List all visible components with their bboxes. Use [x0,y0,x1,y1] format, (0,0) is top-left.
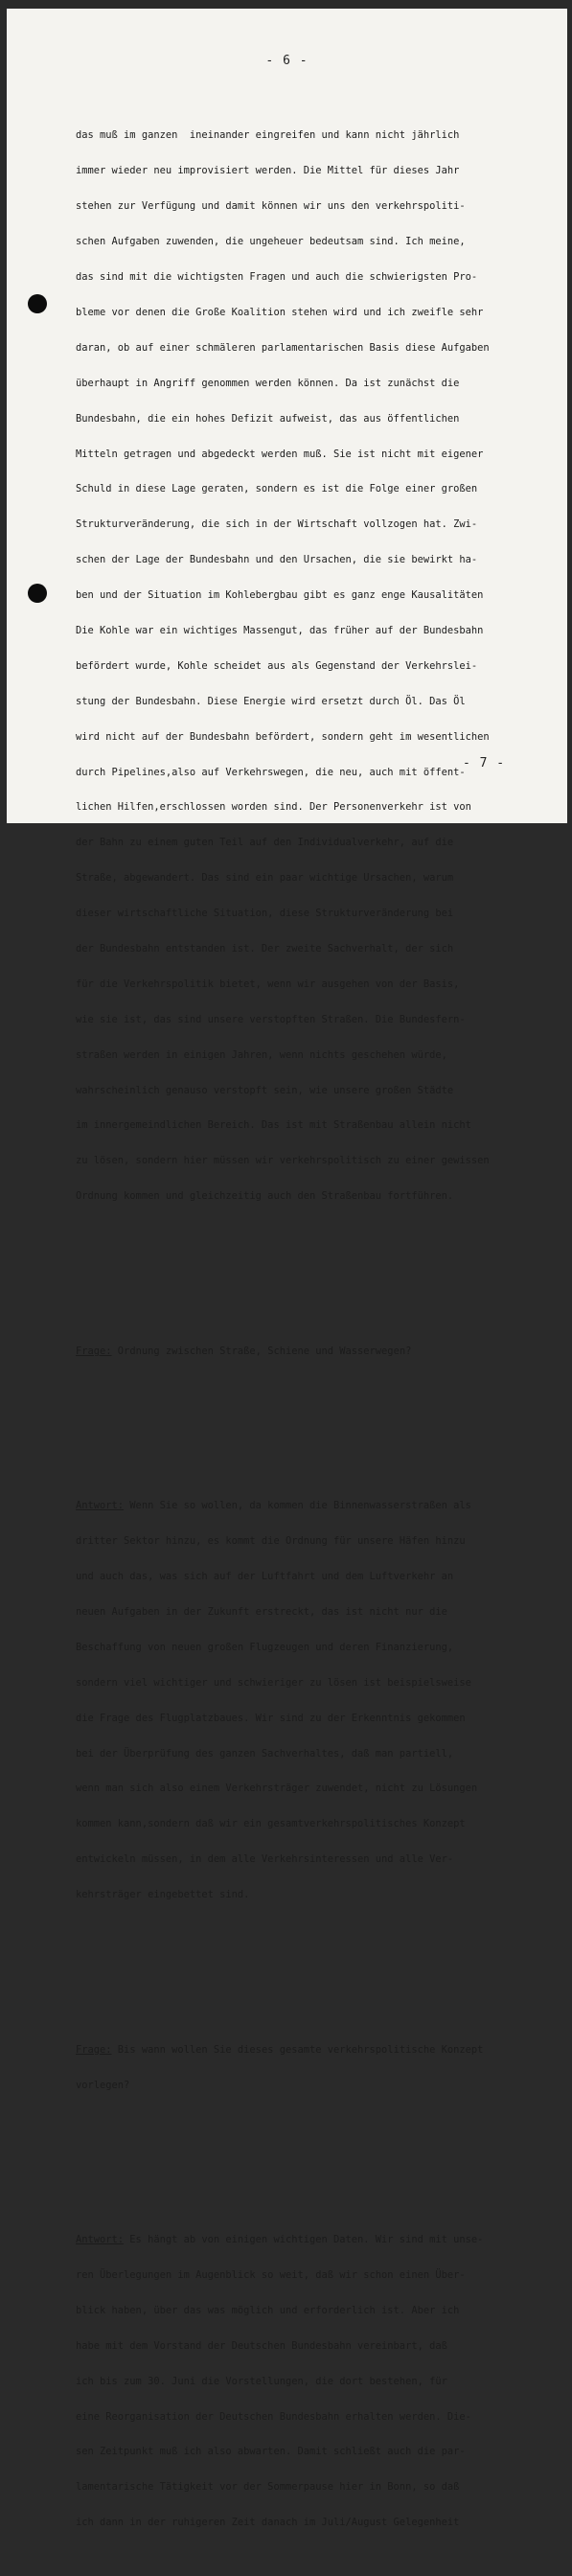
answer-paragraph [76,2211,543,2553]
text-line: daran, ob auf einer schmäleren parlamentarischen Basis diese Aufgaben [76,341,490,354]
text-line: stehen zur Verfügung und damit können wir uns den verkehrspoliti- [76,200,466,213]
paragraph-spacer [76,1416,543,1430]
text-line [76,2044,543,2056]
text-line: sen Zeitpunkt muß ich also abwarten. Damit schließt auch die par- [76,2446,466,2458]
answer-label: Antwort: [76,2234,125,2246]
text-line: schen der Lage der Bundesbahn und den Ursachen, die sie bewirkt ha- [76,554,478,566]
text-line: sondern viel wichtiger und schwieriger zu lösen ist beispielsweise [76,1676,471,1689]
text-line: kehrsträger eingebettet sind. [76,1889,250,1901]
text-line: wahrscheinlich genauso verstopft sein, wie unsere großen Städte [76,1084,454,1096]
text-line: und auch das, was sich auf der Luftfahrt und dem Luftverkehr an [76,1571,454,1583]
answer-continuation-paragraph [76,106,543,1226]
text-line: das sind mit die wichtigsten Fragen und auch die schwierigsten Pro- [76,271,478,284]
text-line: ben und der Situation im Kohlebergbau gibt es ganz enge Kausalitäten [76,589,484,602]
text-line: überhaupt in Angriff genommen werden können. Da ist zunächst die [76,377,460,389]
question-label: Frage: [76,2043,112,2056]
question-paragraph [76,1322,543,1380]
paragraph-spacer [76,2150,543,2163]
text-line: Die Kohle war ein wichtiges Massengut, das früher auf der Bundesbahn [76,624,484,636]
text-line: kommen kann,sondern daß wir ein gesamtverkehrspolitisches Konzept [76,1818,466,1830]
text-line: im innergemeindlichen Bereich. Das ist mit Straßenbau allein nicht [76,1119,471,1132]
text-line: ich bis zum 30. Juni die Vorstellungen, die dort bestehen, für [76,2375,447,2387]
text-line: wird nicht auf der Bundesbahn befördert, sondern geht im wesentlichen [76,730,490,743]
text-line [76,2234,543,2245]
text-line [76,1500,543,1511]
text-line: stung der Bundesbahn. Diese Energie wird ersetzt durch Öl. Das Öl [76,695,466,707]
question-label: Frage: [76,1345,112,1357]
text-line: immer wieder neu improvisiert werden. Die Mittel für dieses Jahr [76,165,460,177]
paragraph-spacer [76,1261,543,1275]
text-line: lamentarische Tätigkeit vor der Sommerpause hier in Bonn, so daß [76,2481,460,2494]
text-line: Bundesbahn, die ein hohes Defizit aufweist, das aus öffentlichen [76,412,460,425]
answer-text: Wenn Sie so wollen, da kommen die Binnenwasserstraßen als [124,1500,471,1512]
text-line: eine Reorganisation der Deutschen Bundesbahn erhalten werden. Die- [76,2410,471,2423]
text-line: lichen Hilfen,erschlossen worden sind. Der Personenverkehr ist von [76,801,471,814]
text-line: Straße, abgewandert. Das sind ein paar wichtige Ursachen, warum [76,872,454,885]
text-line [76,1346,543,1357]
text-line: Strukturveränderung, die sich in der Wirtschaft vollzogen hat. Zwi- [76,518,478,531]
text-line: dritter Sektor hinzu, es kommt die Ordnung für unsere Häfen hinzu [76,1535,466,1548]
text-line: ren Überlegungen im Augenblick so weit, daß wir schon einen Über- [76,2269,466,2282]
punch-hole-upper [28,294,47,313]
text-line: durch Pipelines,also auf Verkehrswegen, die neu, auch mit öffent- [76,766,466,778]
text-line: zu lösen, sondern hier müssen wir verkehrspolitisch zu einer gewissen [76,1155,490,1167]
text-line: Ordnung kommen und gleichzeitig auch den Straßenbau fortführen. [76,1190,454,1203]
text-line: neuen Aufgaben in der Zukunft erstreckt, das ist nicht nur die [76,1606,447,1618]
text-line: entwickeln müssen, in dem alle Verkehrsinteressen und alle Ver- [76,1853,454,1866]
paragraph-spacer [76,1960,543,1973]
document-body [76,71,543,2576]
document-page [7,9,567,2529]
text-line: Schuld in diese Lage geraten, sondern es ist die Folge einer großen [76,483,478,495]
text-line: für die Verkehrspolitik bietet, wenn wir ausgehen von der Basis, [76,978,460,990]
text-line: Mitteln getragen und abgedeckt werden muß. Sie ist nicht mit eigener [76,448,484,460]
text-line: befördert wurde, Kohle scheidet aus als Gegenstand der Verkehrslei- [76,659,478,672]
question-text: Ordnung zwischen Straße, Schiene und Wasserwegen? [111,1345,412,1357]
answer-label: Antwort: [76,1500,125,1512]
question-paragraph [76,2020,543,2114]
text-line: ich dann in der ruhigeren Zeit danach im Juli/August Gelegenheit [76,2517,460,2529]
text-line: vorlegen? [76,2079,130,2091]
text-line: dieser wirtschaftliche Situation, diese Strukturveränderung bei [76,908,454,920]
page-number-top: - 6 - [265,54,309,68]
text-line: das muß im ganzen ineinander eingreifen und kann nicht jährlich [76,129,460,142]
text-line: der Bundesbahn entstanden ist. Der zweite Sachverhalt, der sich [76,942,454,954]
text-line: der Bahn zu einem guten Teil auf den Individualverkehr, auf die [76,837,454,849]
punch-hole-lower [28,584,47,603]
text-line: wie sie ist, das sind unsere verstopften Straßen. Die Bundesfern- [76,1013,466,1025]
text-line: habe mit dem Vorstand der Deutschen Bundesbahn vereinbart, daß [76,2339,447,2352]
text-line: bei der Überprüfung des ganzen Sachverhaltes, daß man partiell, [76,1747,454,1760]
question-text: Bis wann wollen Sie dieses gesamte verkehrspolitische Konzept [111,2043,484,2056]
text-line: bleme vor denen die Große Koalition stehen wird und ich zweifle sehr [76,306,484,318]
text-line: straßen werden in einigen Jahren, wenn nichts geschehen würde, [76,1048,447,1061]
answer-paragraph [76,1477,543,1924]
text-line: blick haben, über das was möglich und erforderlich ist. Aber ich [76,2304,460,2316]
answer-text: Es hängt ab von einigen wichtigen Daten. Wir sind mit unse- [124,2234,484,2246]
text-line: wenn man sich also einem Verkehrsträger zuwendet, nicht zu Lösungen [76,1782,478,1795]
text-line: Beschaffung von neuen großen Flugzeugen und deren Finanzierung, [76,1641,454,1653]
text-line: die Frage des Flugplatzbaues. Wir sind zu der Erkenntnis gekommen [76,1712,466,1724]
text-line: schen Aufgaben zuwenden, die ungeheuer bedeutsam sind. Ich meine, [76,236,466,248]
page-number-bottom: - 7 - [463,756,506,770]
